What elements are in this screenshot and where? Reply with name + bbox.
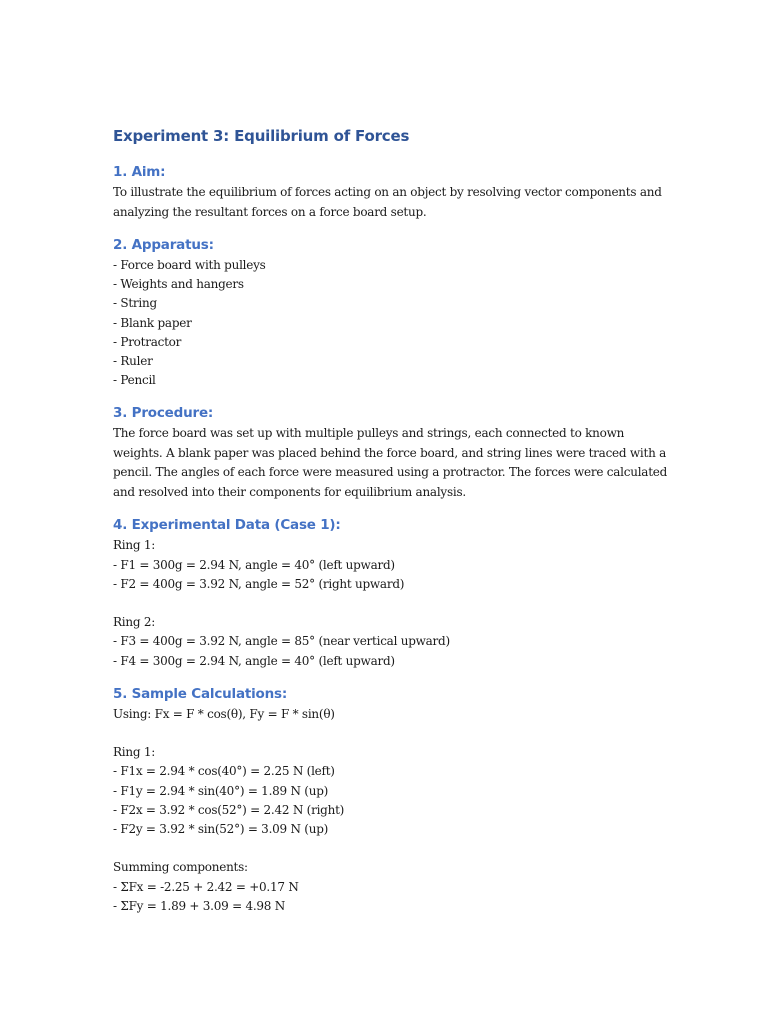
list-item: - F3 = 400g = 3.92 N, angle = 85° (near vertical upward) (113, 634, 450, 649)
list-item: - ΣFy = 1.89 + 3.09 = 4.98 N (113, 898, 285, 913)
list-item: - F1 = 300g = 2.94 N, angle = 40° (left upward) (113, 557, 395, 572)
formula-line: Using: Fx = F * cos(θ), Fy = F * sin(θ) (113, 706, 335, 721)
list-item: - Pencil (113, 373, 156, 388)
list-item: - ΣFx = -2.25 + 2.42 = +0.17 N (113, 879, 299, 894)
aim-heading: 1. Aim: (113, 164, 166, 180)
calculations-heading: 5. Sample Calculations: (113, 685, 288, 702)
document-title: Experiment 3: Equilibrium of Forces (113, 127, 410, 145)
summing-label: Summing components: (113, 860, 248, 875)
experimental-data-heading: 4. Experimental Data (Case 1): (113, 517, 341, 534)
ring2-label: Ring 2: (113, 615, 156, 630)
list-item: - Protractor (113, 334, 182, 349)
list-item: - Force board with pulleys (113, 258, 266, 272)
ring1-label: Ring 1: (113, 538, 156, 553)
list-item: - Ruler (113, 354, 153, 369)
list-item: - F2y = 3.92 * sin(52°) = 3.09 N (up) (113, 822, 329, 837)
procedure-text: The force board was set up with multiple pulleys and strings, each connected to known weights. A blank paper was placed behind the force board, and string lines were traced with a pencil. The angles of each force were measured using a protractor. The forces were calculated and resolved into their components for equilibrium analysis. (113, 426, 668, 499)
list-item: - F1x = 2.94 * cos(40°) = 2.25 N (left) (113, 764, 335, 779)
list-item: - F2 = 400g = 3.92 N, angle = 52° (right upward) (113, 576, 405, 591)
list-item: - F4 = 300g = 2.94 N, angle = 40° (left upward) (113, 653, 395, 668)
list-item: - F2x = 3.92 * cos(52°) = 2.42 N (right) (113, 802, 345, 817)
list-item: - F1y = 2.94 * sin(40°) = 1.89 N (up) (113, 783, 329, 798)
list-item: - String (113, 296, 157, 311)
procedure-heading: 3. Procedure: (113, 405, 214, 422)
list-item: - Blank paper (113, 315, 192, 330)
calc-ring1-label: Ring 1: (113, 745, 156, 760)
list-item: - Weights and hangers (113, 277, 244, 292)
aim-text: To illustrate the equilibrium of forces acting on an object by resolving vector components and analyzing the resultant forces on a force board setup. (113, 185, 662, 219)
apparatus-list (113, 256, 673, 390)
document-page (113, 124, 673, 916)
apparatus-heading: 2. Apparatus: (113, 237, 214, 253)
